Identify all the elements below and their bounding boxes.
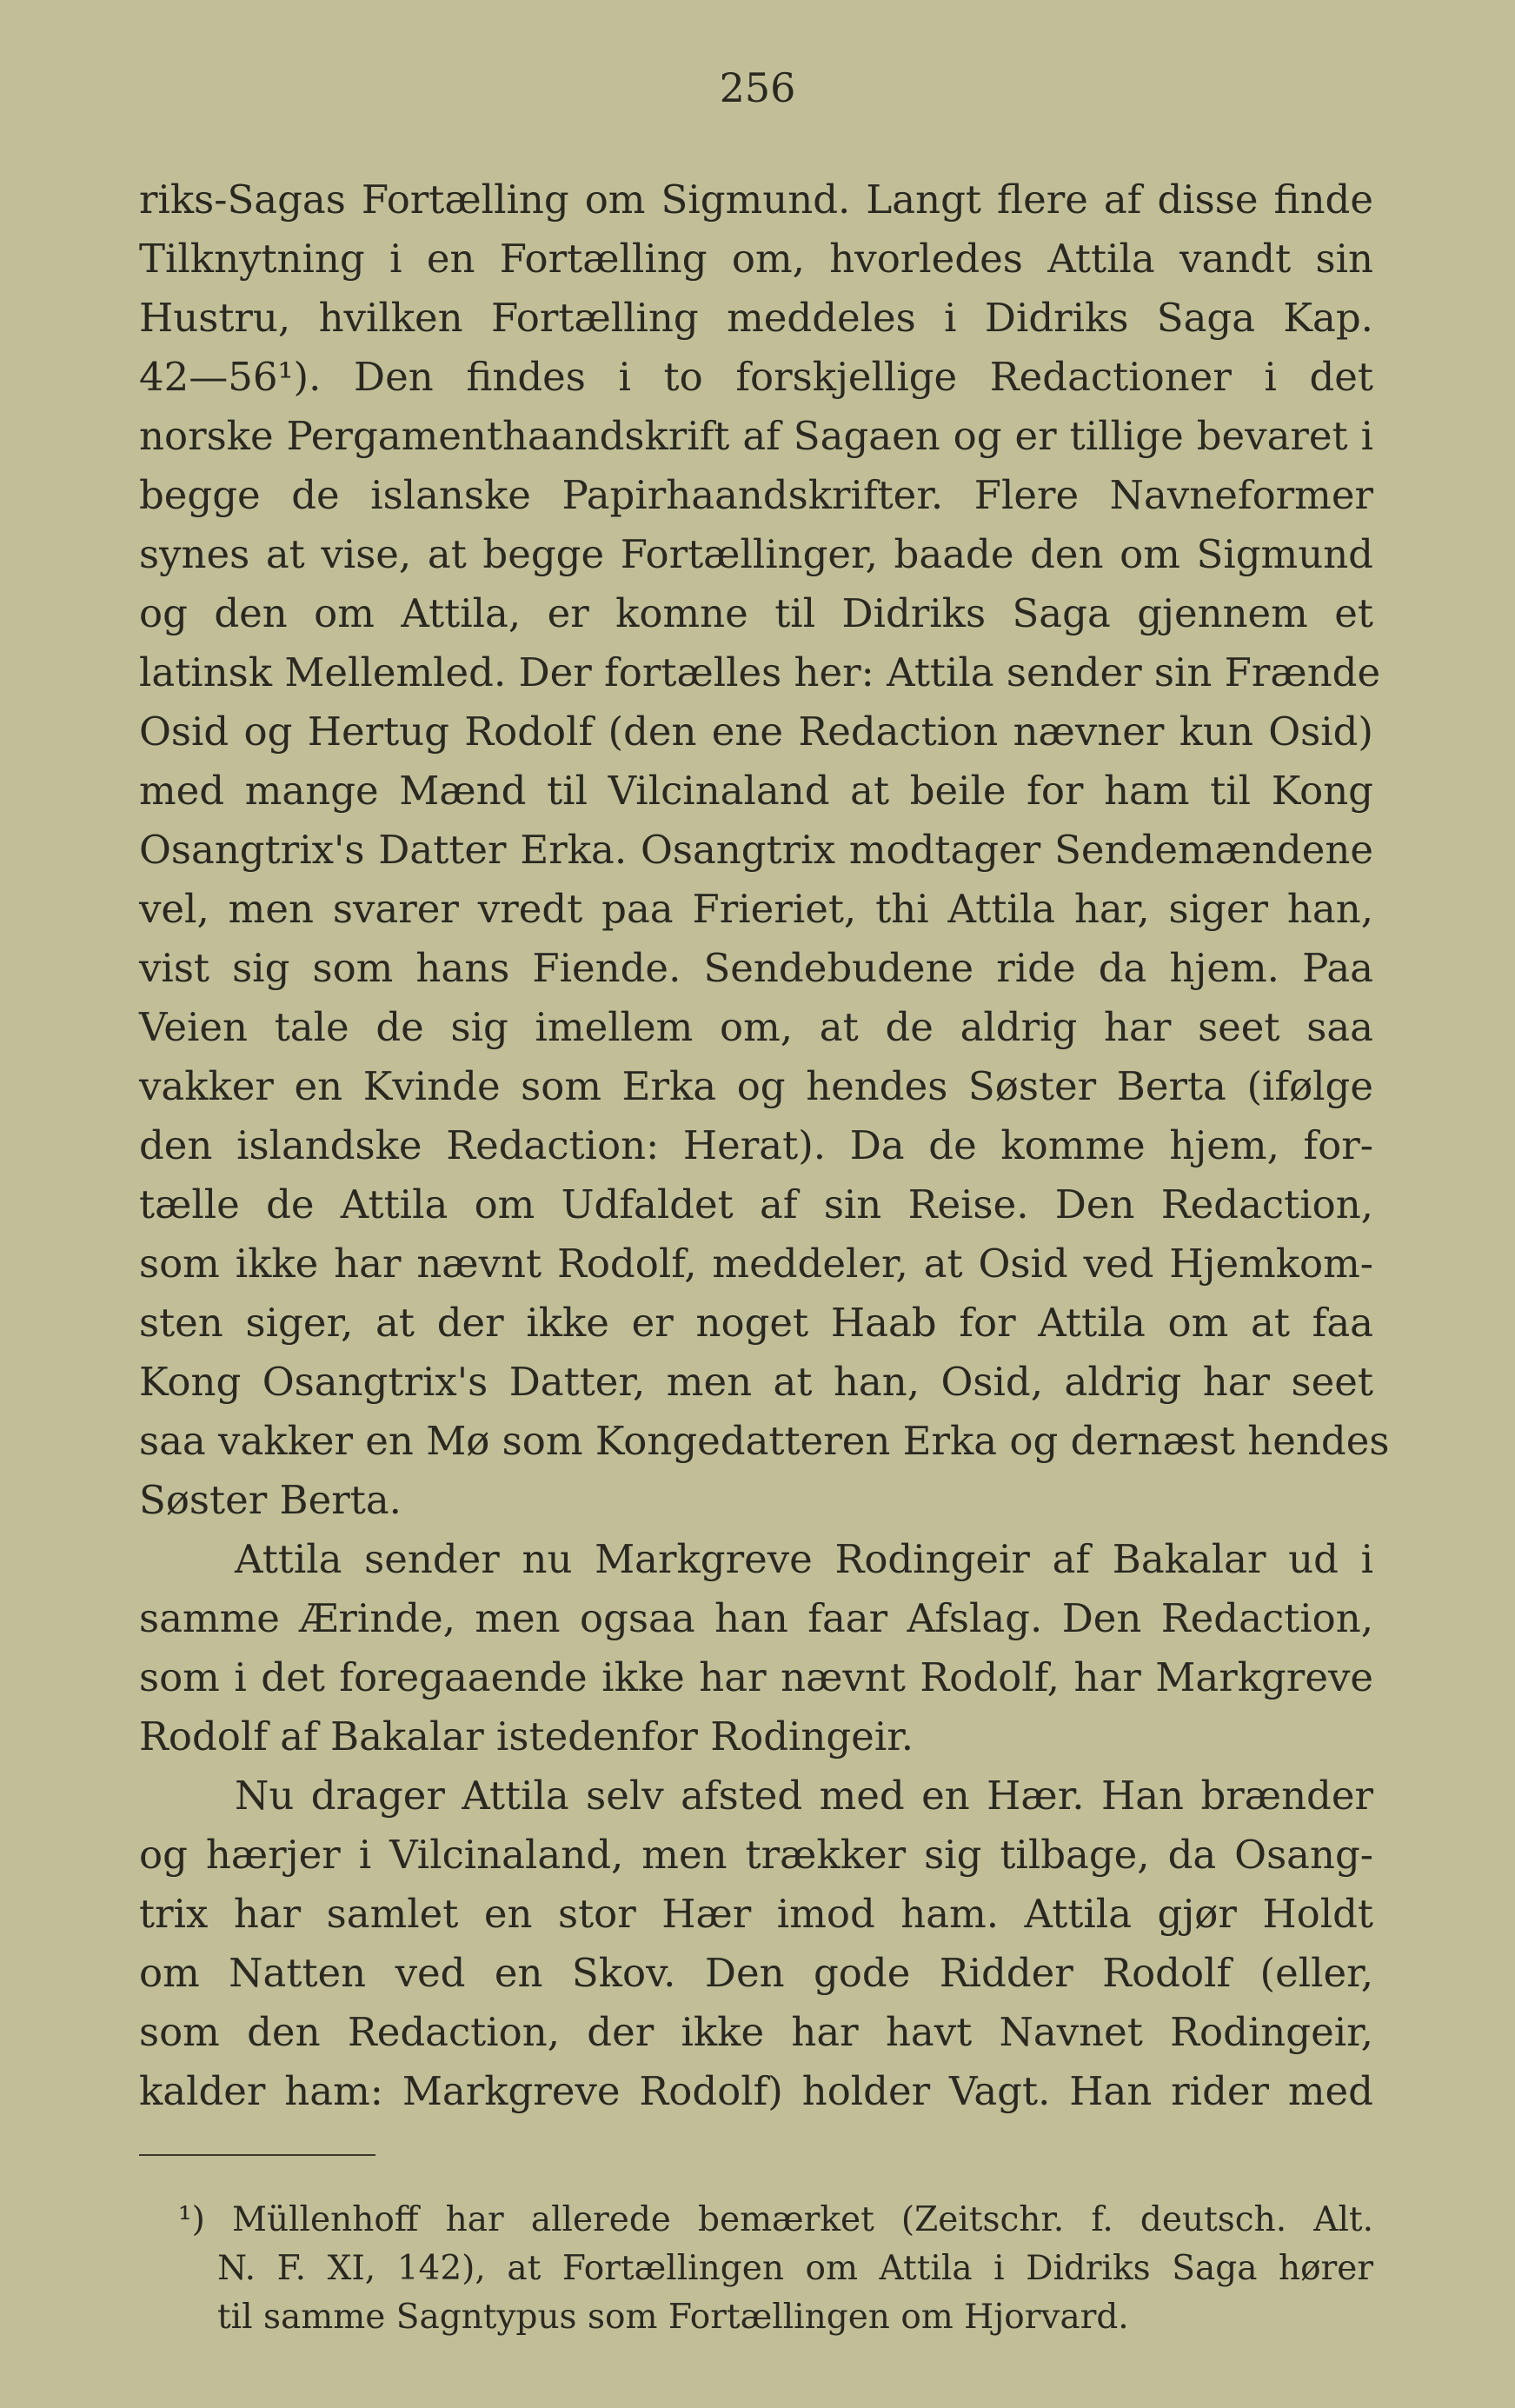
body-line: tælle de Attila om Udfaldet af sin Reise. Den Redaction, xyxy=(139,1181,1373,1227)
body-line: sten siger, at der ikke er noget Haab for Attila om at faa xyxy=(139,1300,1373,1346)
body-line: saa vakker en Mø som Kongedatteren Erka og dernæst hendes xyxy=(139,1418,1390,1464)
body-line: den islandske Redaction: Herat). Da de komme hjem, for- xyxy=(139,1122,1373,1168)
body-line: Nu drager Attila selv afsted med en Hær. Han brænder xyxy=(235,1773,1373,1819)
body-line: Tilknytning i en Fortælling om, hvorledes Attila vandt sin xyxy=(139,236,1373,282)
body-line: Kong Osangtrix's Datter, men at han, Osid, aldrig har seet xyxy=(139,1359,1373,1405)
body-line: Osangtrix's Datter Erka. Osangtrix modtager Sendemændene xyxy=(139,827,1373,873)
body-line: vel, men svarer vredt paa Frieriet, thi Attila har, siger han, xyxy=(139,886,1373,932)
body-line: vakker en Kvinde som Erka og hendes Søster Berta (ifølge xyxy=(139,1063,1373,1109)
body-line: om Natten ved en Skov. Den gode Ridder Rodolf (eller, xyxy=(139,1950,1373,1996)
body-line: kalder ham: Markgreve Rodolf) holder Vagt. Han rider med xyxy=(139,2068,1373,2114)
body-line: og hærjer i Vilcinaland, men trækker sig tilbage, da Osang- xyxy=(139,1832,1373,1878)
footnote-line: til samme Sagntypus som Fortællingen om Hjorvard. xyxy=(217,2298,1129,2337)
body-line: Rodolf af Bakalar istedenfor Rodingeir. xyxy=(139,1713,914,1759)
body-line: vist sig som hans Fiende. Sendebudene ride da hjem. Paa xyxy=(139,945,1373,991)
body-line: og den om Attila, er komne til Didriks Saga gjennem et xyxy=(139,590,1373,636)
footnote-divider xyxy=(139,2154,375,2156)
body-line: Attila sender nu Markgreve Rodingeir af Bakalar ud i xyxy=(235,1536,1373,1582)
body-line: Søster Berta. xyxy=(139,1477,402,1523)
body-line: som i det foregaaende ikke har nævnt Rodolf, har Markgreve xyxy=(139,1654,1373,1700)
body-line: samme Ærinde, men ogsaa han faar Afslag. Den Redaction, xyxy=(139,1595,1373,1641)
body-line: med mange Mænd til Vilcinaland at beile for ham til Kong xyxy=(139,768,1373,814)
body-line: riks-Sagas Fortælling om Sigmund. Langt flere af disse finde xyxy=(139,176,1373,223)
footnote-line: ¹) Müllenhoff har allerede bemærket (Zeitschr. f. deutsch. Alt. xyxy=(178,2200,1373,2239)
body-line: begge de islanske Papirhaandskrifter. Flere Navneformer xyxy=(139,472,1373,518)
body-line: Veien tale de sig imellem om, at de aldrig har seet saa xyxy=(139,1004,1373,1050)
body-line: trix har samlet en stor Hær imod ham. Attila gjør Holdt xyxy=(139,1891,1373,1937)
body-line: som den Redaction, der ikke har havt Navnet Rodingeir, xyxy=(139,2009,1373,2055)
body-line: som ikke har nævnt Rodolf, meddeler, at Osid ved Hjemkom- xyxy=(139,1241,1373,1287)
body-line: synes at vise, at begge Fortællinger, baade den om Sigmund xyxy=(139,531,1373,577)
body-line: Hustru, hvilken Fortælling meddeles i Didriks Saga Kap. xyxy=(139,295,1373,341)
body-line: norske Pergamenthaandskrift af Sagaen og er tillige bevaret i xyxy=(139,413,1373,459)
footnote-line: N. F. XI, 142), at Fortællingen om Attila i Didriks Saga hører xyxy=(217,2249,1373,2288)
body-line: 42—56¹). Den findes i to forskjellige Redactioner i det xyxy=(139,354,1373,400)
page-number: 256 xyxy=(719,64,796,111)
body-line: Osid og Hertug Rodolf (den ene Redaction nævner kun Osid) xyxy=(139,708,1373,755)
body-line: latinsk Mellemled. Der fortælles her: Attila sender sin Frænde xyxy=(139,649,1381,695)
